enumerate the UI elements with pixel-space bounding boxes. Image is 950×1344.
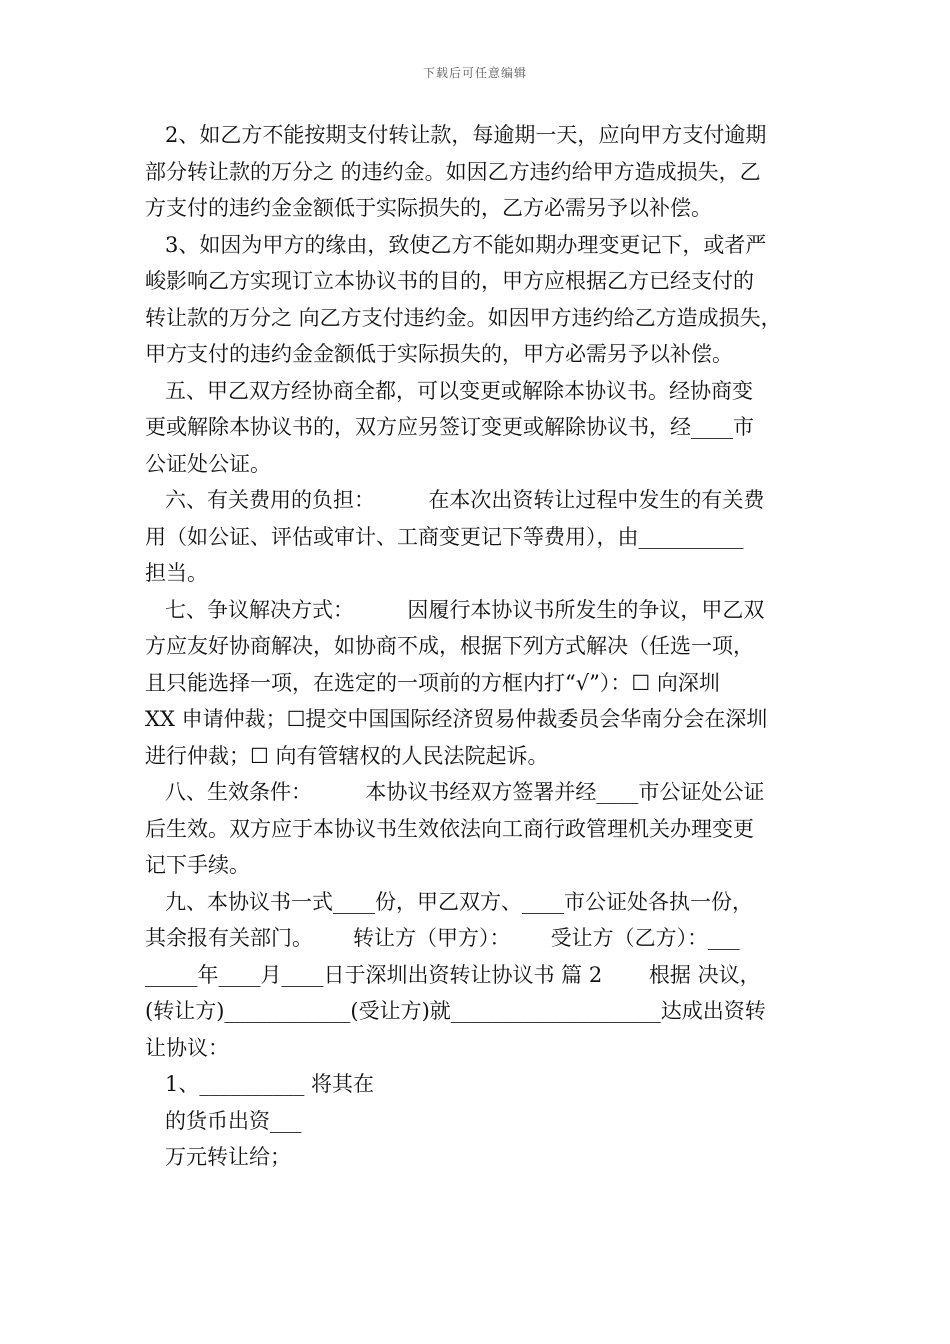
text-line: 五、甲乙双方经协商全都，可以变更或解除本协议书。经协商变 [165,378,753,403]
text-line: 后生效。双方应于本协议书生效依法向工商行政管理机关办理变更 [145,816,754,841]
text-line: 进行仲裁；☐ 向有管辖权的人民法院起诉。 [145,743,549,768]
text-line: 方支付的违约金金额低于实际损失的，乙方必需另予以补偿。 [145,196,712,220]
text-line: XX 申请仲裁；☐提交中国国际经济贸易仲裁委员会华南分会在深圳 [145,707,768,731]
text-line: 峻影响乙方实现订立本协议书的目的，甲方应根据乙方已经支付的 [145,269,754,293]
clause-line: 万元转让给； [165,1145,291,1169]
clause-line: 的货币出资___ [165,1108,302,1133]
text-line: 且只能选择一项，在选定的一项前的方框内打“√”）：☐ 向深圳 [145,670,720,695]
document-body [145,117,813,1176]
text-line: 公证处公证。 [145,451,271,476]
text-line: 七、争议解决方式： 因履行本协议书所发生的争议，甲乙双 [165,597,765,622]
page-header: 下载后可任意编辑 [422,66,527,80]
text-line: 更或解除本协议书的，双方应另签订变更或解除协议书，经____市 [145,415,754,439]
text-line: 九、本协议书一式____份，甲乙双方、____市公证处各执一份， [165,889,753,914]
text-line: _____年____月____日于深圳出资转让协议书 篇 2 根据 决议， [145,962,761,987]
text-line: 八、生效条件： 本协议书经双方签署并经____市公证处公证 [165,780,765,804]
text-line: 甲方支付的违约金金额低于实际损失的，甲方必需另予以补偿。 [145,342,733,366]
text-line: 方应友好协商解决，如协商不成，根据下列方式解决（任选一项， [145,634,754,658]
text-line: 用（如公证、评估或审计、工商变更记下等费用），由__________ [145,524,744,549]
text-line: 六、有关费用的负担： 在本次出资转让过程中发生的有关费 [165,488,765,512]
text-line: 记下手续。 [145,853,250,877]
text-line: 转让款的万分之 向乙方支付违约金。如因甲方违约给乙方造成损失， [145,305,782,330]
text-line: 担当。 [145,561,208,585]
text-line: (转让方)____________(受让方)就____________________达成出资转 [145,999,766,1023]
text-line: 2、如乙方不能按期支付转让款，每逾期一天，应向甲方支付逾期 [165,123,767,147]
clause-line: 1、__________ 将其在 [165,1072,375,1096]
text-line: 让协议： [145,1035,229,1060]
clause-list [145,1066,813,1176]
text-line: 3、如因为甲方的缘由，致使乙方不能如期办理变更记下，或者严 [165,232,767,257]
text-line: 部分转让款的万分之 的违约金。如因乙方违约给甲方造成损失，乙 [145,159,761,184]
text-line: 其余报有关部门。 转让方（甲方）： 受让方（乙方）：___ [145,926,740,950]
